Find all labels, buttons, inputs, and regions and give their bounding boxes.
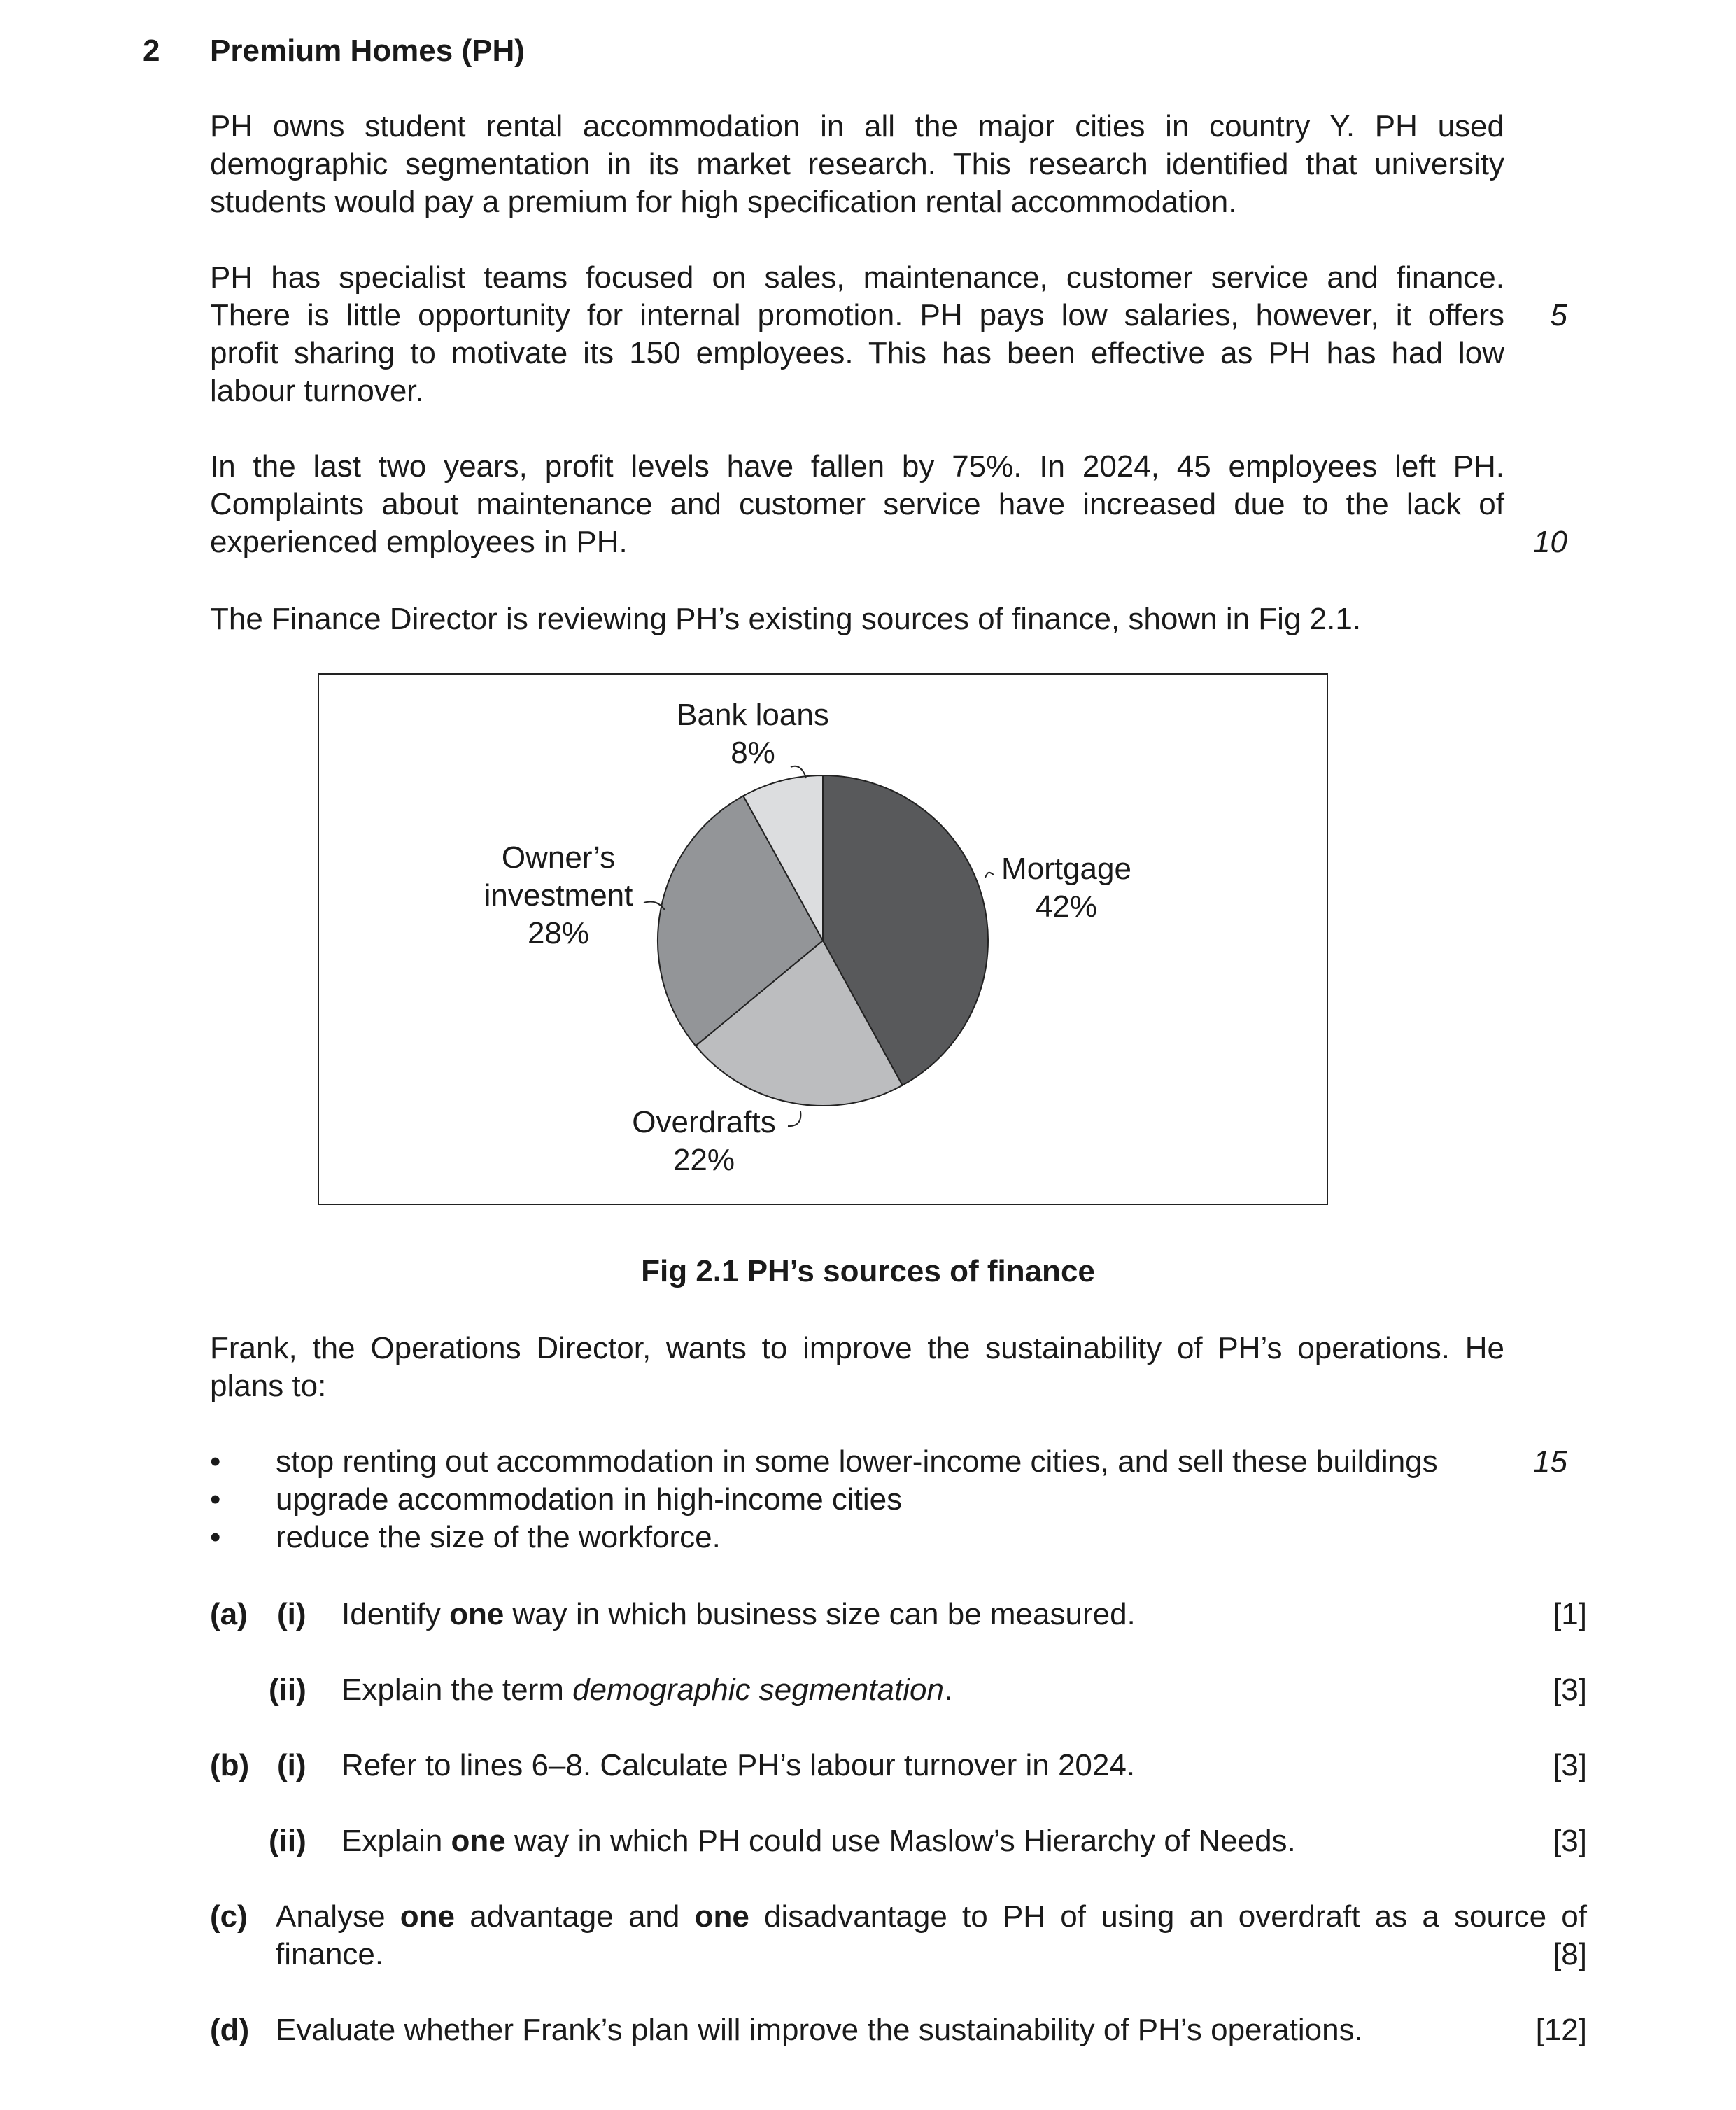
leader-line-overdrafts (788, 1111, 800, 1126)
mark-d: [12] (1535, 2013, 1587, 2047)
paragraph-line: Complaints about maintenance and customer service have increased due to the lack of (210, 487, 1504, 521)
question-b-label: (b) (210, 1748, 250, 1782)
paragraph-line: profit sharing to motivate its 150 employees. This has been effective as PH has had low (210, 336, 1504, 370)
bullet-marker: • (210, 1520, 221, 1554)
paragraph-2 (210, 259, 1504, 410)
paragraph-line: There is little opportunity for internal promotion. PH pays low salaries, however, it offers (210, 298, 1504, 332)
mark-c: [8] (1553, 1937, 1587, 1971)
question-c-label: (c) (210, 1899, 248, 1934)
pie-chart (319, 675, 1327, 1204)
slice-label-owners-line2: investment (484, 878, 633, 913)
slice-label-mortgage: Mortgage (1001, 852, 1131, 886)
figure-caption: Fig 2.1 PH’s sources of finance (641, 1254, 1095, 1288)
paragraph-line: demographic segmentation in its market research. This research identified that university (210, 147, 1504, 181)
mark-b-ii: [3] (1553, 1824, 1587, 1858)
question-c-text (276, 1898, 1587, 1974)
paragraph-5 (210, 1330, 1504, 1405)
line-number-10: 10 (1533, 525, 1567, 559)
question-a-label: (a) (210, 1597, 248, 1631)
question-b-ii-text: Explain one way in which PH could use Maslow’s Hierarchy of Needs. (341, 1824, 1296, 1858)
question-a-ii-text: Explain the term demographic segmentation. (341, 1673, 953, 1707)
mark-a-i: [1] (1553, 1597, 1587, 1631)
slice-label-bank-loans: Bank loans (677, 698, 829, 732)
paragraph-line: plans to: (210, 1369, 327, 1403)
question-c-line-1: Analyse one advantage and one disadvantage to PH of using an overdraft as a source of (276, 1899, 1587, 1934)
question-c-line-2: finance. (276, 1937, 384, 1971)
slice-value-bank-loans: 8% (731, 736, 775, 770)
slice-value-owners-investment: 28% (527, 916, 590, 950)
mark-b-i: [3] (1553, 1748, 1587, 1782)
paragraph-4: The Finance Director is reviewing PH’s existing sources of finance, shown in Fig 2.1. (210, 602, 1362, 636)
slice-label-overdrafts: Overdrafts (632, 1105, 776, 1139)
question-b-ii-label: (ii) (269, 1824, 306, 1858)
paragraph-line: PH owns student rental accommodation in all the major cities in country Y. PH used (210, 109, 1504, 143)
line-number-5: 5 (1550, 298, 1567, 332)
paragraph-line: In the last two years, profit levels have fallen by 75%. In 2024, 45 employees left PH. (210, 449, 1504, 484)
slice-label-owners-line1: Owner’s (501, 841, 616, 875)
question-number: 2 (143, 34, 160, 68)
bullet-marker: • (210, 1444, 221, 1479)
bullet-item-1: stop renting out accommodation in some lower-income cities, and sell these buildings (276, 1444, 1438, 1479)
mark-a-ii: [3] (1553, 1673, 1587, 1707)
paragraph-line: labour turnover. (210, 374, 424, 408)
paragraph-1 (210, 108, 1504, 221)
question-a-i-label: (i) (277, 1597, 306, 1631)
question-a-i-text: Identify one way in which business size can be measured. (341, 1597, 1136, 1631)
line-number-15: 15 (1533, 1444, 1567, 1479)
paragraph-3 (210, 448, 1504, 561)
chart-frame (318, 673, 1328, 1205)
paragraph-line: students would pay a premium for high specification rental accommodation. (210, 185, 1237, 219)
question-b-i-label: (i) (277, 1748, 306, 1782)
question-d-text: Evaluate whether Frank’s plan will improve the sustainability of PH’s operations. (276, 2013, 1363, 2047)
question-d-label: (d) (210, 2013, 250, 2047)
question-b-i-text: Refer to lines 6–8. Calculate PH’s labour turnover in 2024. (341, 1748, 1136, 1782)
question-a-ii-label: (ii) (269, 1673, 306, 1707)
bullet-marker: • (210, 1482, 221, 1517)
slice-value-overdrafts: 22% (672, 1143, 735, 1177)
leader-line-mortgage (985, 873, 994, 878)
paragraph-line: experienced employees in PH. (210, 525, 628, 559)
paragraph-line: PH has specialist teams focused on sales, maintenance, customer service and finance. (210, 260, 1504, 295)
paragraph-line: Frank, the Operations Director, wants to improve the sustainability of PH’s operations. He (210, 1331, 1504, 1365)
bullet-item-2: upgrade accommodation in high-income cities (276, 1482, 903, 1517)
case-title: Premium Homes (PH) (210, 34, 525, 68)
slice-value-mortgage: 42% (1035, 889, 1098, 924)
bullet-item-3: reduce the size of the workforce. (276, 1520, 721, 1554)
